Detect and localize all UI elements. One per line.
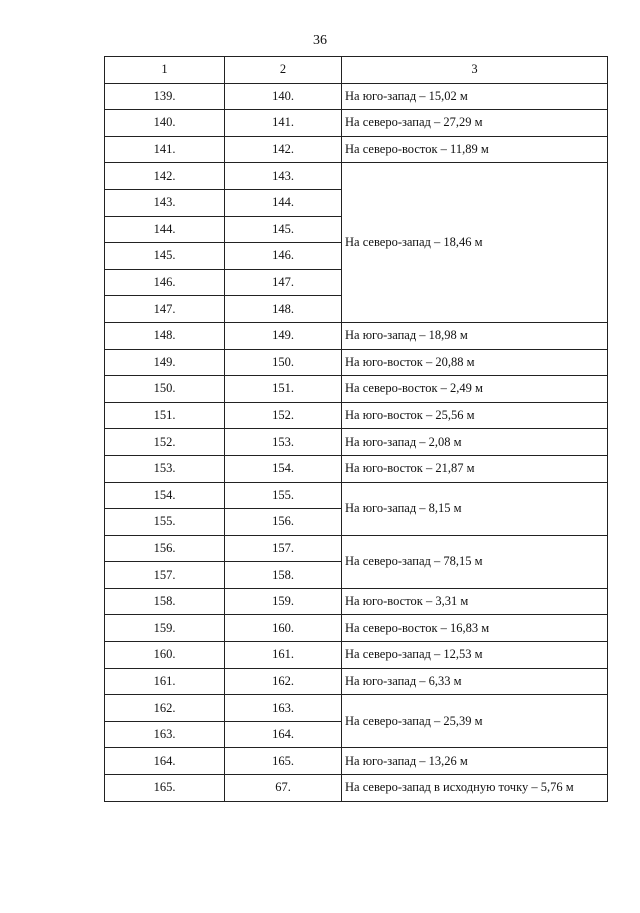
direction-distance-cell: На юго-запад – 18,98 м xyxy=(342,322,608,349)
from-point-cell: 148. xyxy=(105,322,225,349)
table-row xyxy=(105,642,608,669)
direction-distance-cell: На юго-запад – 15,02 м xyxy=(342,83,608,110)
table-row xyxy=(105,429,608,456)
table-row xyxy=(105,775,608,802)
column-header-2: 2 xyxy=(225,57,342,84)
direction-distance-cell: На юго-восток – 20,88 м xyxy=(342,349,608,376)
to-point-cell: 150. xyxy=(225,349,342,376)
column-header-1: 1 xyxy=(105,57,225,84)
table-row xyxy=(105,482,608,509)
table-row xyxy=(105,110,608,137)
to-point-cell: 161. xyxy=(225,642,342,669)
from-point-cell: 151. xyxy=(105,402,225,429)
table-row xyxy=(105,83,608,110)
to-point-cell: 152. xyxy=(225,402,342,429)
to-point-cell: 158. xyxy=(225,562,342,589)
from-point-cell: 141. xyxy=(105,136,225,163)
to-point-cell: 151. xyxy=(225,376,342,403)
from-point-cell: 146. xyxy=(105,269,225,296)
table-body xyxy=(105,83,608,801)
direction-distance-cell: На северо-запад – 27,29 м xyxy=(342,110,608,137)
direction-distance-cell: На юго-запад – 13,26 м xyxy=(342,748,608,775)
from-point-cell: 143. xyxy=(105,189,225,216)
to-point-cell: 162. xyxy=(225,668,342,695)
from-point-cell: 152. xyxy=(105,429,225,456)
to-point-cell: 163. xyxy=(225,695,342,722)
to-point-cell: 148. xyxy=(225,296,342,323)
table-row xyxy=(105,402,608,429)
table-row xyxy=(105,588,608,615)
table-header-row xyxy=(105,57,608,84)
direction-distance-cell: На северо-запад – 18,46 м xyxy=(342,163,608,323)
from-point-cell: 161. xyxy=(105,668,225,695)
table-row xyxy=(105,615,608,642)
to-point-cell: 164. xyxy=(225,721,342,748)
direction-distance-cell: На северо-восток – 2,49 м xyxy=(342,376,608,403)
from-point-cell: 165. xyxy=(105,775,225,802)
from-point-cell: 164. xyxy=(105,748,225,775)
to-point-cell: 140. xyxy=(225,83,342,110)
to-point-cell: 147. xyxy=(225,269,342,296)
to-point-cell: 155. xyxy=(225,482,342,509)
direction-distance-cell: На юго-запад – 6,33 м xyxy=(342,668,608,695)
table-row xyxy=(105,668,608,695)
to-point-cell: 153. xyxy=(225,429,342,456)
table-row xyxy=(105,322,608,349)
from-point-cell: 153. xyxy=(105,455,225,482)
table-row xyxy=(105,455,608,482)
to-point-cell: 156. xyxy=(225,509,342,536)
table-row xyxy=(105,163,608,190)
direction-distance-cell: На юго-запад – 2,08 м xyxy=(342,429,608,456)
to-point-cell: 159. xyxy=(225,588,342,615)
to-point-cell: 160. xyxy=(225,615,342,642)
boundary-table xyxy=(104,56,608,802)
to-point-cell: 165. xyxy=(225,748,342,775)
direction-distance-cell: На северо-запад – 25,39 м xyxy=(342,695,608,748)
to-point-cell: 144. xyxy=(225,189,342,216)
from-point-cell: 162. xyxy=(105,695,225,722)
to-point-cell: 67. xyxy=(225,775,342,802)
from-point-cell: 140. xyxy=(105,110,225,137)
table-row xyxy=(105,376,608,403)
from-point-cell: 157. xyxy=(105,562,225,589)
from-point-cell: 156. xyxy=(105,535,225,562)
to-point-cell: 143. xyxy=(225,163,342,190)
to-point-cell: 146. xyxy=(225,243,342,270)
direction-distance-cell: На северо-запад – 12,53 м xyxy=(342,642,608,669)
from-point-cell: 158. xyxy=(105,588,225,615)
direction-distance-cell: На юго-запад – 8,15 м xyxy=(342,482,608,535)
from-point-cell: 154. xyxy=(105,482,225,509)
from-point-cell: 155. xyxy=(105,509,225,536)
from-point-cell: 163. xyxy=(105,721,225,748)
column-header-3: 3 xyxy=(342,57,608,84)
table-row xyxy=(105,136,608,163)
direction-distance-cell: На северо-восток – 16,83 м xyxy=(342,615,608,642)
from-point-cell: 149. xyxy=(105,349,225,376)
to-point-cell: 157. xyxy=(225,535,342,562)
direction-distance-cell: На юго-восток – 25,56 м xyxy=(342,402,608,429)
table-row xyxy=(105,349,608,376)
direction-distance-cell: На северо-запад в исходную точку – 5,76 м xyxy=(342,775,608,802)
from-point-cell: 150. xyxy=(105,376,225,403)
table-row xyxy=(105,748,608,775)
table-row xyxy=(105,695,608,722)
direction-distance-cell: На юго-восток – 21,87 м xyxy=(342,455,608,482)
from-point-cell: 147. xyxy=(105,296,225,323)
direction-distance-cell: На северо-восток – 11,89 м xyxy=(342,136,608,163)
direction-distance-cell: На юго-восток – 3,31 м xyxy=(342,588,608,615)
from-point-cell: 145. xyxy=(105,243,225,270)
page-number: 36 xyxy=(313,33,327,48)
from-point-cell: 142. xyxy=(105,163,225,190)
from-point-cell: 160. xyxy=(105,642,225,669)
to-point-cell: 141. xyxy=(225,110,342,137)
to-point-cell: 149. xyxy=(225,322,342,349)
direction-distance-cell: На северо-запад – 78,15 м xyxy=(342,535,608,588)
from-point-cell: 159. xyxy=(105,615,225,642)
to-point-cell: 142. xyxy=(225,136,342,163)
to-point-cell: 154. xyxy=(225,455,342,482)
table-row xyxy=(105,535,608,562)
from-point-cell: 139. xyxy=(105,83,225,110)
from-point-cell: 144. xyxy=(105,216,225,243)
to-point-cell: 145. xyxy=(225,216,342,243)
